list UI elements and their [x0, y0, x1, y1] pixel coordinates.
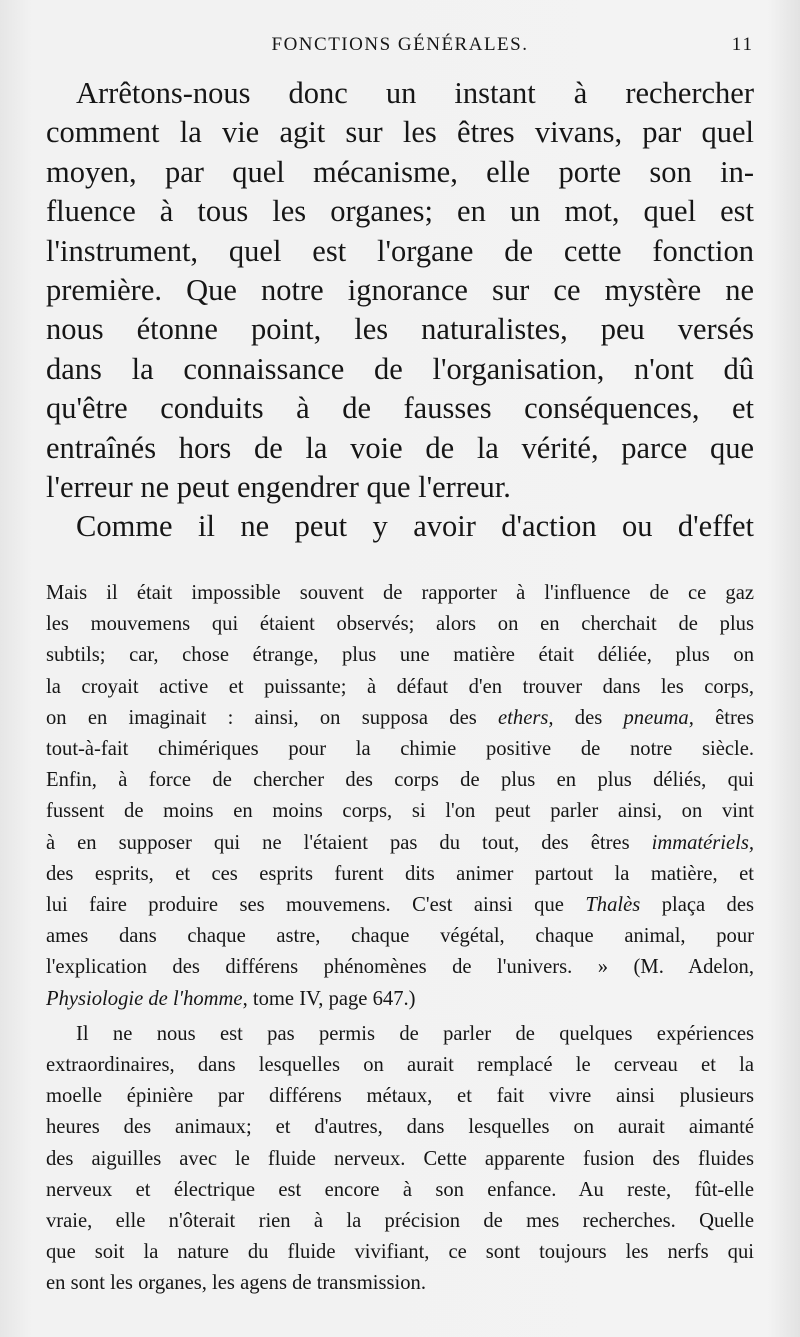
page-number: 11 — [731, 34, 754, 55]
main-line: l'instrument, quel est l'organe de cette fonction — [46, 233, 754, 268]
main-line: première. Que notre ignorance sur ce mystère ne — [46, 273, 754, 308]
footnote-line: vraie, elle n'ôterait rien à la précision de mes recherches. Quelle — [46, 1210, 754, 1233]
main-text — [46, 74, 754, 547]
footnote-line: ames dans chaque astre, chaque végétal, chaque animal, pour — [46, 925, 754, 948]
footnote-line: on en imaginait : ainsi, on supposa des ethers, des pneuma, êtres — [46, 706, 754, 729]
footnote-line: heures des animaux; et d'autres, dans lesquelles on aurait aimanté — [46, 1116, 754, 1139]
main-line: entraînés hors de la voie de la vérité, parce que — [46, 430, 754, 465]
main-line: Comme il ne peut y avoir d'action ou d'effet — [76, 509, 754, 544]
footnote-line: l'explication des différens phénomènes de l'univers. » (M. Adelon, — [46, 956, 754, 979]
footnote-line: des aiguilles avec le fluide nerveux. Cette apparente fusion des fluides — [46, 1147, 754, 1170]
running-head: FONCTIONS GÉNÉRALES. — [271, 34, 529, 55]
footnote-line: Enfin, à force de chercher des corps de plus en plus déliés, qui — [46, 769, 754, 792]
main-line: qu'être conduits à de fausses conséquences, et — [46, 391, 754, 426]
footnote-line: la croyait active et puissante; à défaut d'en trouver dans les corps, — [46, 675, 754, 698]
main-paragraph-2 — [46, 507, 754, 546]
footnote-paragraph-1 — [46, 578, 754, 1015]
footnote-line: à en supposer qui ne l'étaient pas du tout, des êtres immatériels, — [46, 831, 755, 854]
footnote-line: subtils; car, chose étrange, plus une matière était déliée, plus on — [46, 644, 754, 667]
main-paragraph-1 — [46, 74, 754, 507]
footnote-line: Mais il était impossible souvent de rapporter à l'influence de ce gaz — [46, 582, 754, 604]
main-line: comment la vie agit sur les êtres vivans, par quel — [46, 115, 754, 150]
footnote-line: des esprits, et ces esprits furent dits animer partout la matière, et — [46, 862, 754, 885]
main-line: fluence à tous les organes; en un mot, quel est — [46, 194, 754, 229]
footnote-line: Physiologie de l'homme, tome IV, page 647.) — [46, 987, 416, 1010]
footnote-line: Il ne nous est pas permis de parler de quelques expériences — [76, 1022, 754, 1045]
footnote-line: les mouvemens qui étaient observés; alors on en cherchait de plus — [46, 613, 754, 636]
page-header — [46, 34, 754, 68]
main-line: l'erreur ne peut engendrer que l'erreur. — [46, 470, 511, 505]
footnote-text — [46, 578, 754, 1300]
footnote-line: en sont les organes, les agens de transmission. — [46, 1272, 426, 1295]
main-line: nous étonne point, les naturalistes, peu versés — [46, 312, 754, 347]
footnote-line: lui faire produire ses mouvemens. C'est ainsi que Thalès plaça des — [46, 894, 754, 917]
main-line: moyen, par quel mécanisme, elle porte son in- — [46, 154, 754, 189]
footnote-line: tout-à-fait chimériques pour la chimie positive de notre siècle. — [46, 738, 754, 761]
footnote-line: moelle épinière par différens métaux, et fait vivre ainsi plusieurs — [46, 1085, 754, 1108]
footnote-paragraph-2 — [46, 1019, 754, 1300]
footnote-line: que soit la nature du fluide vivifiant, ce sont toujours les nerfs qui — [46, 1241, 754, 1264]
main-line: Arrêtons-nous donc un instant à rechercher — [76, 76, 754, 110]
footnote-line: extraordinaires, dans lesquelles on aurait remplacé le cerveau et la — [46, 1054, 754, 1077]
footnote-line: fussent de moins en moins corps, si l'on peut parler ainsi, on vint — [46, 800, 754, 823]
main-line: dans la connaissance de l'organisation, n'ont dû — [46, 351, 754, 386]
footnote-line: nerveux et électrique est encore à son enfance. Au reste, fût-elle — [46, 1178, 754, 1201]
